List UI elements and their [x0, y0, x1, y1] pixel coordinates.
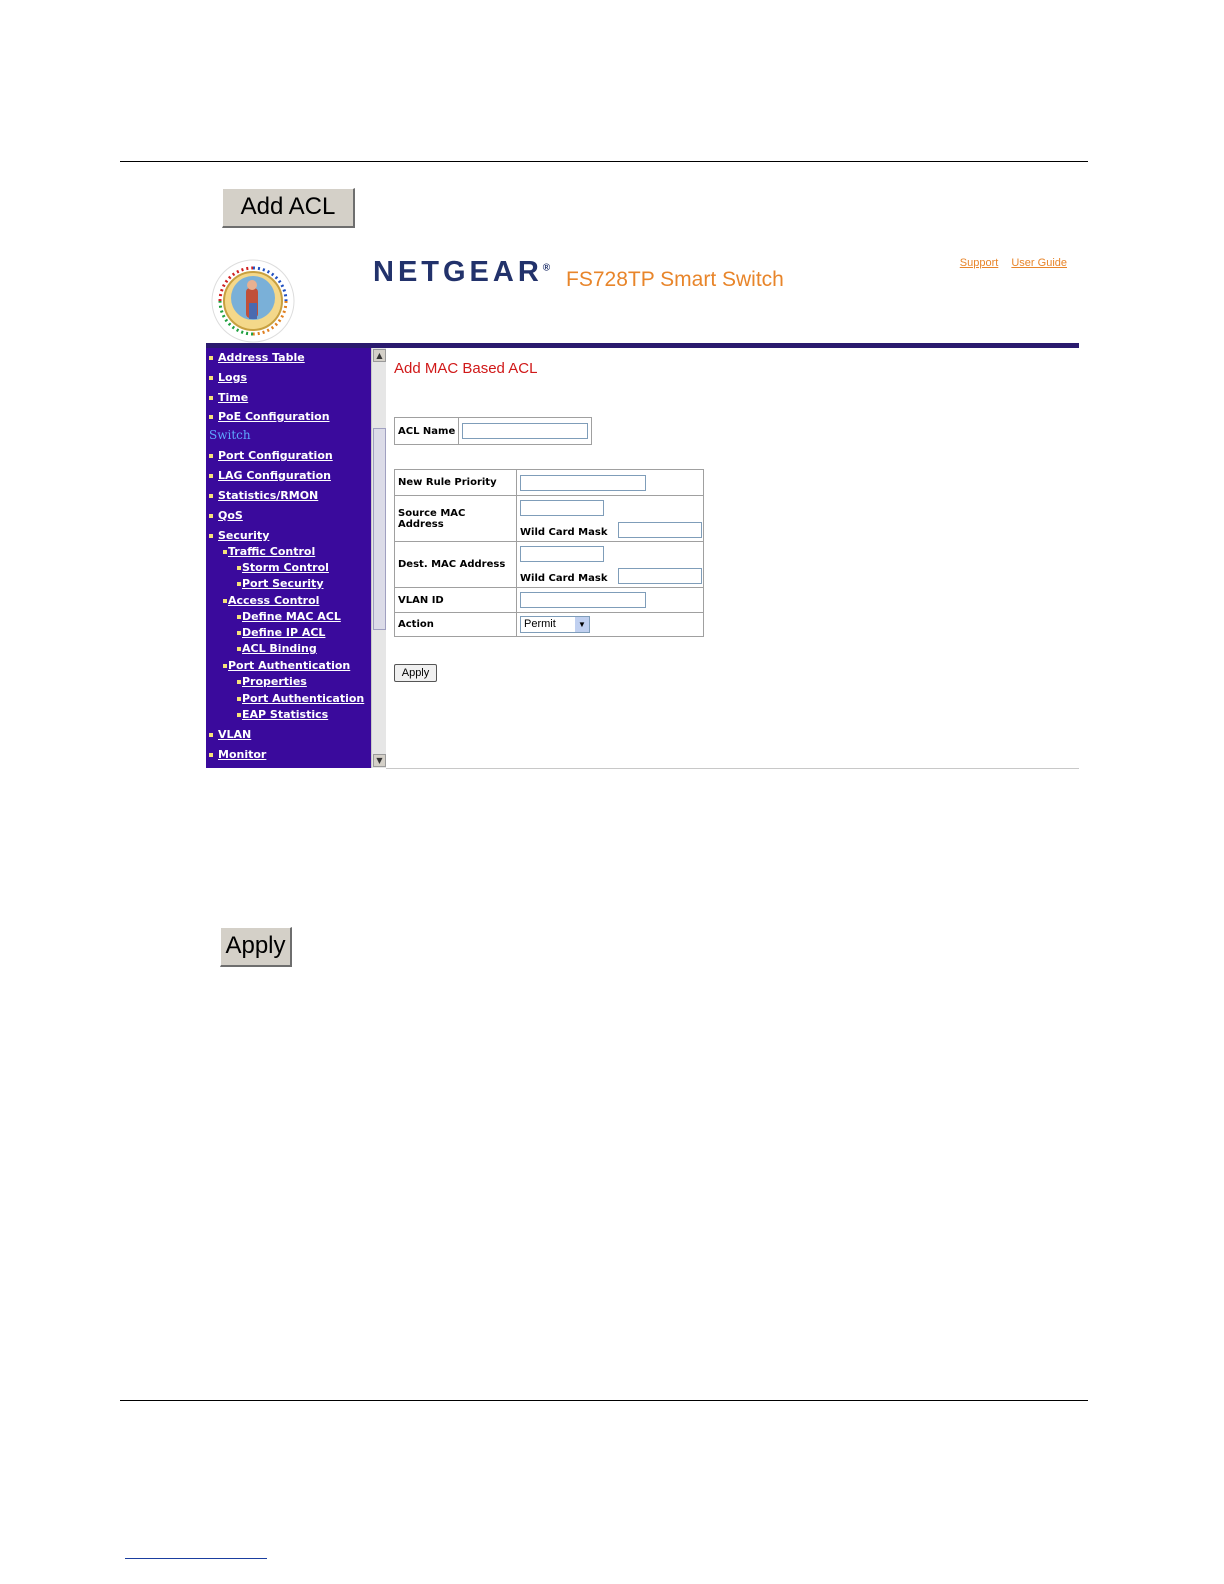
add-acl-button[interactable]: Add ACL [222, 188, 355, 228]
chevron-down-icon[interactable]: ▼ [575, 617, 589, 632]
switch-ui-screenshot [206, 250, 1079, 770]
header [206, 250, 1079, 345]
scroll-up-icon[interactable]: ▲ [373, 349, 386, 362]
nav-eap-statistics[interactable]: EAP Statistics [237, 708, 328, 721]
nav-port-configuration[interactable]: Port Configuration [209, 449, 333, 462]
action-label: Action [395, 613, 517, 637]
dest-wild-card-mask-input[interactable] [618, 568, 702, 584]
vlan-id-label: VLAN ID [395, 588, 517, 613]
support-link[interactable]: Support [959, 257, 999, 269]
sidebar-nav [206, 348, 371, 768]
bottom-rule [120, 1400, 1088, 1401]
nav-poe-configuration[interactable]: PoE Configuration [209, 410, 330, 423]
nav-traffic-control[interactable]: Traffic Control [223, 545, 315, 558]
user-guide-link[interactable]: User Guide [1011, 257, 1067, 269]
acl-name-label: ACL Name [395, 418, 459, 445]
new-rule-priority-input[interactable] [520, 475, 646, 491]
source-mac-label: Source MAC Address [395, 496, 517, 542]
dest-wild-card-mask-label: Wild Card Mask [520, 572, 608, 584]
source-mac-input[interactable] [520, 500, 604, 516]
source-mac-cell [517, 496, 704, 542]
top-rule [120, 161, 1088, 162]
product-title: FS728TP Smart Switch [566, 268, 784, 291]
nav-monitor[interactable]: Monitor [209, 748, 266, 761]
sidebar-scrollbar[interactable] [371, 348, 386, 768]
nav-time[interactable]: Time [209, 391, 248, 404]
apply-button[interactable]: Apply [394, 664, 437, 682]
nav-port-security[interactable]: Port Security [237, 577, 324, 590]
dest-mac-input[interactable] [520, 546, 604, 562]
nav-properties[interactable]: Properties [237, 675, 307, 688]
action-select[interactable] [520, 616, 590, 633]
dest-mac-label: Dest. MAC Address [395, 542, 517, 588]
scroll-thumb[interactable] [373, 428, 386, 630]
dest-mac-cell [517, 542, 704, 588]
netgear-logo-icon [210, 258, 296, 344]
nav-section-switch: Switch [209, 428, 251, 442]
vlan-id-cell [517, 588, 704, 613]
source-wild-card-mask-label: Wild Card Mask [520, 526, 608, 538]
nav-statistics-rmon[interactable]: Statistics/RMON [209, 489, 318, 502]
nav-security[interactable]: Security [209, 529, 269, 542]
nav-lag-configuration[interactable]: LAG Configuration [209, 469, 331, 482]
nav-qos[interactable]: QoS [209, 509, 243, 522]
acl-name-cell [459, 418, 592, 445]
acl-name-input[interactable] [462, 423, 588, 439]
brand-wordmark: NETGEAR® [373, 256, 551, 288]
page-title: Add MAC Based ACL [394, 360, 538, 377]
nav-address-table[interactable]: Address Table [209, 351, 305, 364]
apply-button-large[interactable]: Apply [220, 927, 292, 967]
nav-port-authentication-group[interactable]: Port Authentication [223, 659, 350, 672]
nav-define-ip-acl[interactable]: Define IP ACL [237, 626, 325, 639]
vlan-id-input[interactable] [520, 592, 646, 608]
scroll-down-icon[interactable]: ▼ [373, 754, 386, 767]
nav-vlan[interactable]: VLAN [209, 728, 251, 741]
nav-define-mac-acl[interactable]: Define MAC ACL [237, 610, 341, 623]
main-content [386, 348, 1079, 769]
nav-acl-binding[interactable]: ACL Binding [237, 642, 317, 655]
source-wild-card-mask-input[interactable] [618, 522, 702, 538]
nav-access-control[interactable]: Access Control [223, 594, 319, 607]
action-cell [517, 613, 704, 637]
acl-name-table [394, 417, 592, 445]
new-rule-priority-cell [517, 470, 704, 496]
nav-storm-control[interactable]: Storm Control [237, 561, 329, 574]
rule-table [394, 469, 704, 637]
footnote-rule [125, 1558, 267, 1559]
new-rule-priority-label: New Rule Priority [395, 470, 517, 496]
nav-port-authentication[interactable]: Port Authentication [237, 692, 364, 705]
action-select-value: Permit [524, 618, 556, 630]
top-links [950, 257, 1067, 269]
nav-logs[interactable]: Logs [209, 371, 247, 384]
